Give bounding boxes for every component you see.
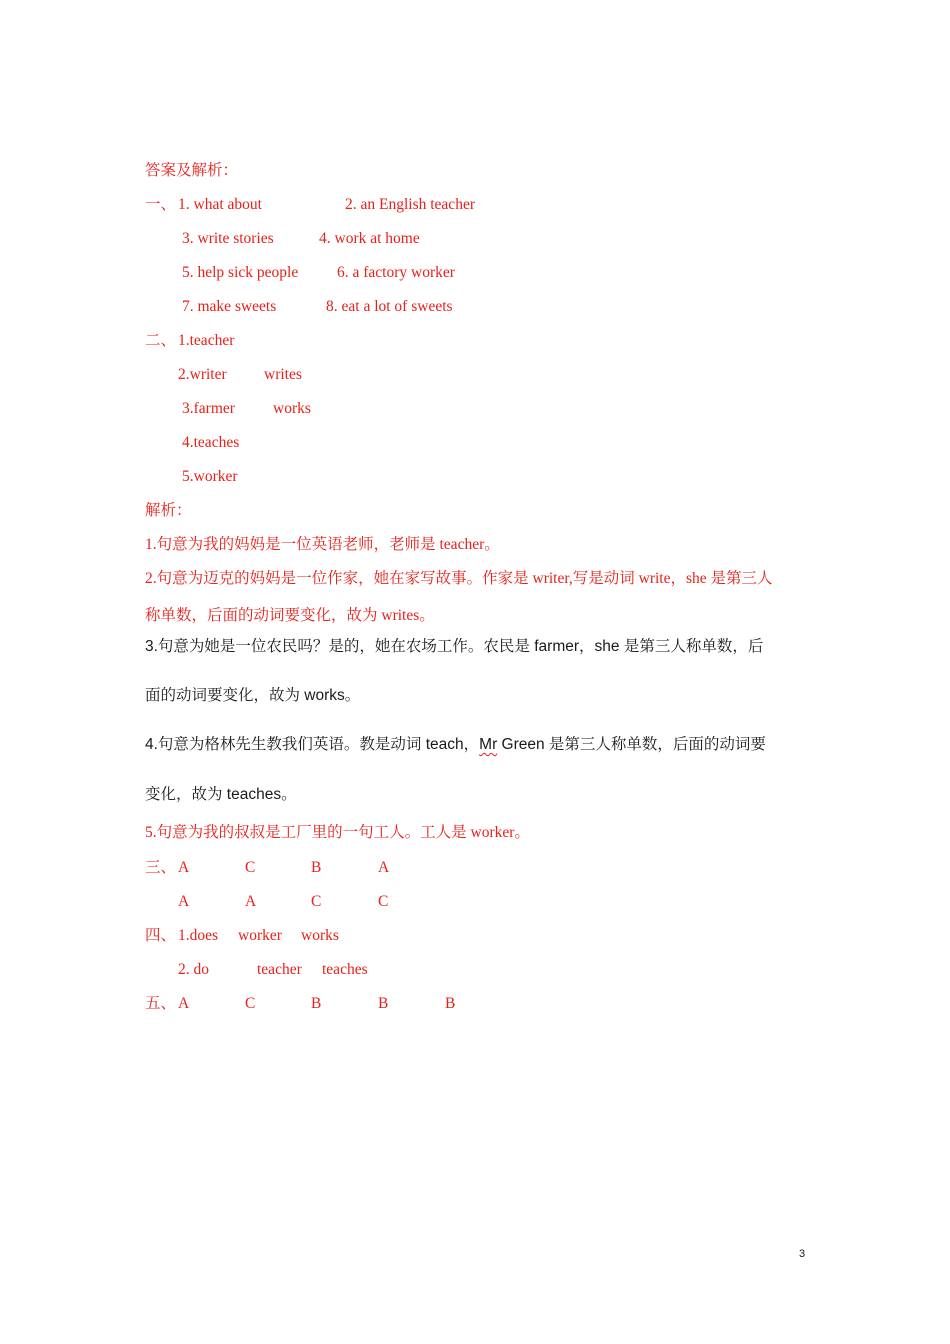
- section-3-answer: B: [311, 859, 322, 876]
- section-2-item: 5.worker: [182, 468, 238, 485]
- analysis-line-4b: 变化，故为 teaches。: [145, 786, 297, 803]
- analysis-line-4a-post: Green 是第三人称单数，后面的动词要: [497, 736, 766, 753]
- analysis-line-4a-pre: 4.句意为格林先生教我们英语。教是动词 teach，: [145, 736, 480, 753]
- section-1-item: 1. what about: [178, 196, 262, 213]
- section-3-prefix: 三、: [145, 859, 177, 876]
- analysis-line-3b: 面的动词要变化，故为 works。: [145, 687, 361, 704]
- section-5-prefix: 五、: [145, 995, 177, 1012]
- analysis-label: 解析：: [145, 502, 192, 519]
- analysis-line-3a: 3.句意为她是一位农民吗？是的，她在农场工作。农民是 farmer，she 是第三人称单数，后: [145, 638, 764, 655]
- section-5-answer: B: [445, 995, 456, 1012]
- section-3-answer: C: [245, 859, 256, 876]
- section-4-answer: 2. do: [178, 961, 209, 978]
- section-1-prefix: 一、: [145, 196, 177, 213]
- section-4-answer: teacher: [257, 961, 302, 978]
- analysis-line-4a: [145, 735, 766, 755]
- analysis-line-1: 1.句意为我的妈妈是一位英语老师，老师是 teacher。: [145, 536, 500, 553]
- section-2-item: 2.writer: [178, 366, 227, 383]
- section-3-answer: A: [178, 859, 190, 876]
- section-4-answer: teaches: [322, 961, 368, 978]
- section-2-item: 4.teaches: [182, 434, 240, 451]
- section-5-answer: C: [245, 995, 256, 1012]
- analysis-line-5: 5.句意为我的叔叔是工厂里的一句工人。工人是 worker。: [145, 824, 530, 841]
- section-2-item: 3.farmer: [182, 400, 235, 417]
- section-4-prefix: 四、: [145, 927, 177, 944]
- section-2-item: 1.teacher: [178, 332, 235, 349]
- section-3-answer: A: [245, 893, 257, 910]
- section-1-item: 5. help sick people: [182, 264, 299, 281]
- section-3-answer: A: [378, 859, 390, 876]
- section-1-item: 3. write stories: [182, 230, 274, 247]
- section-2-item: works: [273, 400, 311, 417]
- analysis-line-2b: 称单数，后面的动词要变化，故为 writes。: [145, 607, 435, 624]
- section-1-item: 6. a factory worker: [337, 264, 455, 281]
- section-3-answer: A: [178, 893, 190, 910]
- analysis-line-2a: 2.句意为迈克的妈妈是一位作家，她在家写故事。作家是 writer,写是动词 write，she 是第三人: [145, 570, 773, 587]
- section-4-answer: works: [301, 927, 339, 944]
- section-5-answer: B: [311, 995, 322, 1012]
- section-3-answer: C: [378, 893, 389, 910]
- section-5-answer: B: [378, 995, 389, 1012]
- page-number: 3: [799, 1248, 806, 1260]
- answers-heading: 答案及解析：: [145, 162, 239, 179]
- section-2-prefix: 二、: [145, 332, 177, 349]
- section-1-item: 7. make sweets: [182, 298, 277, 315]
- section-4-answer: worker: [238, 927, 282, 944]
- section-1-item: 4. work at home: [319, 230, 420, 247]
- section-1-item: 2. an English teacher: [345, 196, 475, 213]
- section-4-answer: 1.does: [178, 927, 219, 944]
- spellcheck-word: Mr: [479, 736, 498, 753]
- section-3-answer: C: [311, 893, 322, 910]
- section-2-item: writes: [264, 366, 302, 383]
- section-5-answer: A: [178, 995, 190, 1012]
- section-1-item: 8. eat a lot of sweets: [326, 298, 453, 315]
